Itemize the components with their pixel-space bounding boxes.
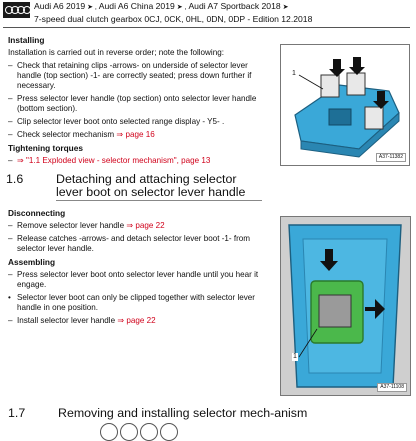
page-link[interactable]: ⇒ page 22 xyxy=(126,221,165,230)
selector-boot-illustration xyxy=(281,217,410,395)
page-link[interactable]: ⇒ page 22 xyxy=(117,316,156,325)
installing-intro: Installation is carried out in reverse order; note the following: xyxy=(8,48,224,57)
section-heading: 1.6 Detaching and attaching selector lever boot on selector lever handle xyxy=(6,173,262,201)
tightening-heading: Tightening torques xyxy=(8,143,83,153)
tightening-steps xyxy=(8,156,262,166)
list-item: – Press selector lever boot onto selector lever handle until you hear it engage. xyxy=(8,270,262,290)
section-heading: 1.7 Removing and installing selector mech-anism xyxy=(8,406,308,420)
page-link[interactable]: ⇒ page 16 xyxy=(116,130,155,139)
header-divider xyxy=(3,27,410,28)
figure-selector-boot xyxy=(280,216,411,396)
figure-id: A37-11108 xyxy=(377,383,407,392)
list-item: – Press selector lever handle (top section) onto selector lever handle (bottom section). xyxy=(8,94,262,114)
vehicle-list: Audi A6 2019 ➤ , Audi A6 China 2019 ➤ , Audi A7 Sportback 2018 ➤ xyxy=(34,1,289,11)
list-item xyxy=(8,156,262,166)
list-item: • Selector lever boot can only be clipped together with selector lever handle in one position. xyxy=(8,293,262,313)
audi-logo xyxy=(3,2,30,18)
installing-heading: Installing xyxy=(8,35,45,45)
disconnecting-heading: Disconnecting xyxy=(8,208,66,218)
list-item: – Check that retaining clips -arrows- on underside of selector lever handle (top section) -1- are correctly seated; press down further if necessary. xyxy=(8,61,262,91)
list-item: – Check selector mechanism ⇒ page 16 xyxy=(8,130,262,140)
figure-id: A37-11382 xyxy=(376,153,406,162)
vehicle-link[interactable]: Audi A6 China 2019 xyxy=(98,1,175,11)
disconnecting-steps xyxy=(8,221,262,254)
installing-steps xyxy=(8,61,262,140)
list-item: – Install selector lever handle ⇒ page 22 xyxy=(8,316,262,326)
list-item: – Remove selector lever handle ⇒ page 22 xyxy=(8,221,262,231)
exploded-view-link[interactable]: ⇒ "1.1 Exploded view - selector mechanism", page 13 xyxy=(17,156,211,165)
figure-selector-handle-top xyxy=(280,44,410,166)
vehicle-link[interactable]: Audi A7 Sportback 2018 xyxy=(188,1,281,11)
callout-label: 1 xyxy=(292,70,296,77)
main-content xyxy=(8,35,262,329)
document-header xyxy=(34,1,312,24)
gearbox-subtitle: 7-speed dual clutch gearbox 0CJ, 0CK, 0HL, 0DN, 0DP - Edition 12.2018 xyxy=(34,13,313,24)
list-item: – Release catches -arrows- and detach selector lever boot -1- from selector lever handle. xyxy=(8,234,262,254)
assembling-heading: Assembling xyxy=(8,257,56,267)
callout-label: 1 xyxy=(293,353,297,360)
vehicle-link[interactable]: Audi A6 2019 xyxy=(34,1,86,11)
list-item: – Clip selector lever boot onto selected range display - Y5- . xyxy=(8,117,262,127)
audi-rings-watermark xyxy=(100,423,178,441)
selector-handle-illustration xyxy=(281,45,409,165)
assembling-steps xyxy=(8,270,262,326)
